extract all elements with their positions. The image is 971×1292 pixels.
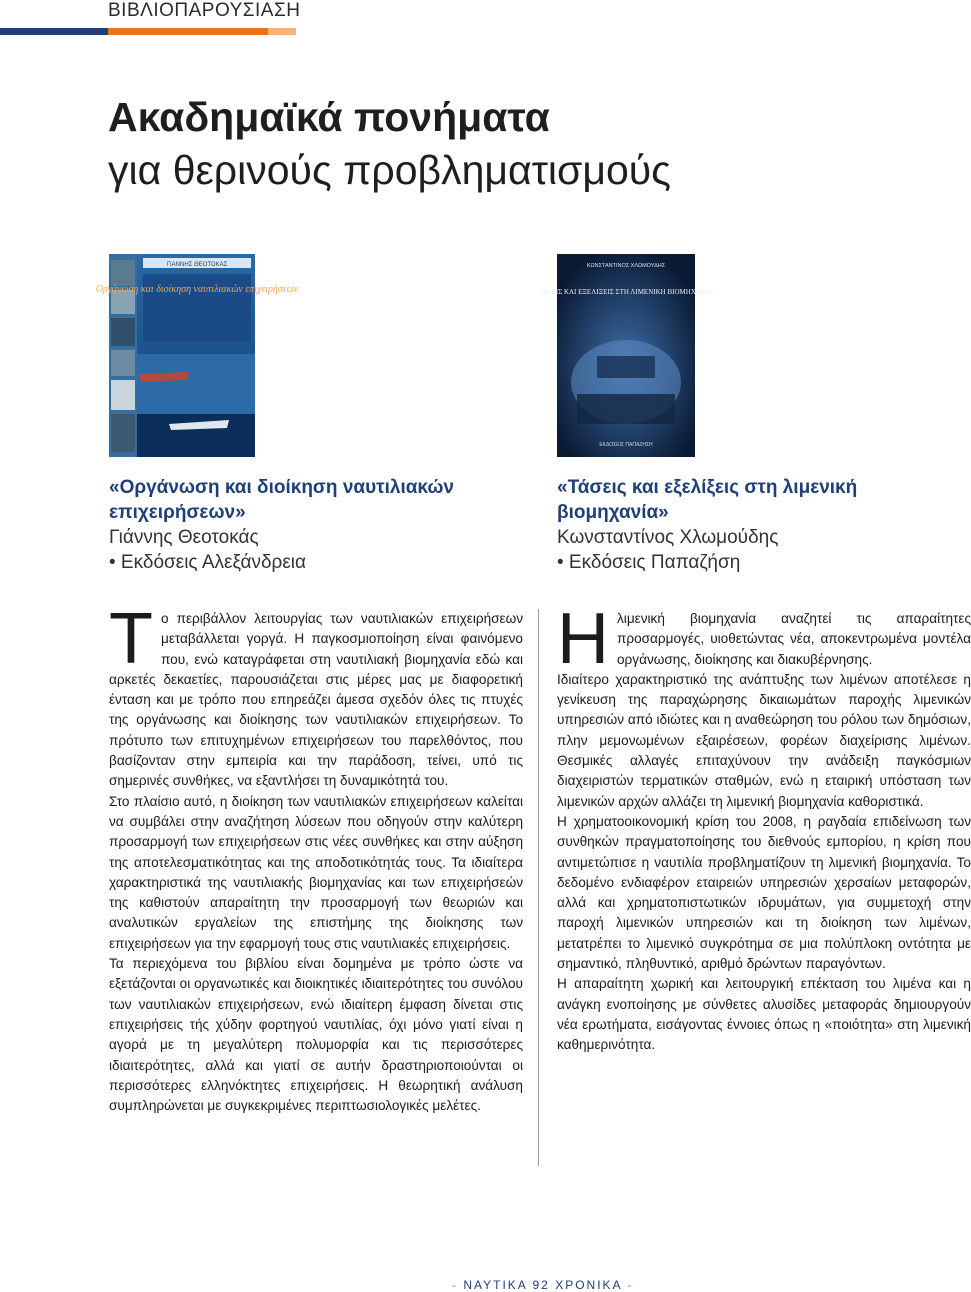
header-bar-navy xyxy=(0,28,108,35)
footer-dash-left: - xyxy=(452,1278,458,1292)
cover2-publisher: ΕΚΔΟΣΕΙΣ ΠΑΠΑΖΗΣΗ xyxy=(599,442,653,448)
book-1-publisher: • Εκδόσεις Αλεξάνδρεια xyxy=(109,552,307,573)
header-bar-peach xyxy=(268,28,296,35)
book-cover-1-art xyxy=(95,254,299,457)
cover1-title: Οργάνωση και διοίκηση ναυτιλιακών επιχειρήσεων xyxy=(95,284,299,295)
page-footer xyxy=(452,1278,633,1292)
footer-magazine-left: ΝΑΥΤΙΚΑ xyxy=(463,1278,528,1292)
cover1-author: ΓΙΑΝΝΗΣ ΘΕΟΤΟΚΑΣ xyxy=(166,262,228,268)
article-2-dropcap: Η xyxy=(557,599,609,679)
article-1-p1-text: ο περιβάλλον λειτουργίας των ναυτιλιακών επιχειρήσεων μεταβάλλεται γοργά. Η παγκοσμιοποίηση είναι φαινόμενο που, ενώ καταγράφεται στη ναυτιλιακή βιομηχανία εδώ και αρκετές δεκαετίες, παρουσιάζεται στις μέρες μας με διαφορετική ένταση και με τρόπο που επηρεάζει άμεσα σχεδόν όλες τις πτυχές της οργάνωσης και διοίκησης των ναυτιλιακών επιχειρήσεων. Το πρότυπο των επιτυχημένων επιχειρήσεων του παρελθόντος, που βασίζονταν στην εμπειρία και την παράδοση, τείνει, υπό τις σημερινές συνθήκες, να εξαντλήσει τη δυναμικότητά του. xyxy=(109,611,523,789)
article-2-column xyxy=(557,599,971,1056)
article-2-paragraph-1 xyxy=(557,599,971,679)
page-number: 92 xyxy=(532,1278,550,1292)
column-divider xyxy=(538,609,539,1166)
article-2-p1-text: λιμενική βιομηχανία αναζητεί τις απαραίτητες προσαρμογές, υιοθετώντας νέα, αποκεντρωμένα μοντέλα οργάνωσης, διοίκησης και διακυβέρνησης. xyxy=(617,611,971,667)
footer-magazine-right: ΧΡΟΝΙΚΑ xyxy=(555,1278,622,1292)
article-2-paragraph-3: Η χρηματοοικονομική κρίση του 2008, η ραγδαία επιδείνωση των συνθηκών πραγματοποίησης του διεθνούς εμπορίου, η κρίση που αντιμετώπισε η ναυτιλία προβληματίζουν τη λιμενική βιομηχανία. Το δεδομένο ενδιαφέρον εταιρειών υπηρεσιών χερσαίων μεταφορών, αλλά και χρηματοπιστωτικών ιδρυμάτων, για συμμετοχή στην παροχή λιμενικών υπηρεσιών και τη διοίκηση των λιμένων, μετατρέπει το λιμενικό συγκρότημα σε μια πολύπλοκη οντότητα με σημαντικό, πληθυντικό, αριθμό δρώντων παραγόντων. xyxy=(557,813,971,972)
book-info-2 xyxy=(557,475,917,575)
article-1-paragraph-2: Στο πλαίσιο αυτό, η διοίκηση των ναυτιλιακών επιχειρήσεων καλείται να συμβάλει στην αναζήτηση λύσεων που οδηγούν στην καλύτερη προσαρμογή των επιχειρήσεων στις νέες συνθήκες και στην αύξηση της αποτελεσματικότητας και της αποδοτικότητάς τους. Τα ιδιαίτερα χαρακτηριστικά της ναυτιλιακής βιομηχανίας και των επιχειρήσεών της καθιστούν απαραίτητη την προσαρμογή των θεωριών και αναλυτικών εργαλείων της επιστήμης της διοίκησης των επιχειρήσεων για την εφαρμογή τους στις ναυτιλιακές επιχειρήσεις. xyxy=(109,793,523,951)
book-cover-2-art xyxy=(538,254,714,457)
footer-dash-right: - xyxy=(627,1278,634,1292)
book-2-title: «Τάσεις και εξελίξεις στη λιμενική βιομηχανία» xyxy=(557,477,858,523)
article-2-paragraph-2: Ιδιαίτερο χαρακτηριστικό της ανάπτυξης των λιμένων αποτέλεσε η γενίκευση της παραχώρησης δικαιωμάτων παροχής λιμενικών υπηρεσιών από ιδιώτες και η αναθεώρηση του ρόλου των δημόσιων, πλην μεμονωμένων εξαιρέσεων, φορέων διαχείρισης λιμένων. Θεσμικές αλλαγές επιταχύνουν την ανάδειξη παγκόσμιων διαχειριστών τερματικών σταθμών, ενώ η εταιρική υπόσταση των λιμενικών αρχών αλλάζει τη λιμενική βιομηχανία καθοριστικά. xyxy=(557,671,971,809)
article-1-paragraph-1 xyxy=(109,599,523,792)
article-1-paragraph-3: Τα περιεχόμενα του βιβλίου είναι δομημένα με τρόπο ώστε να εξετάζονται οι οργανωτικές και διοικητικές ιδιαιτερότητες του συνόλου των ναυτιλιακών επιχειρήσεων, ενώ ιδιαίτερη έμφαση δίνεται στις επιχειρήσεις τής χύδην φορτηγού ναυτιλίας, όχι μόνο γιατί είναι η αγορά με τη μεγαλύτερη πολυμορφία και τις περισσότερες ιδιαιτερότητες, αλλά και γιατί σε αυτήν δραστηριοποιούνται οι περισσότερες ελληνόκτητες επιχειρήσεις. Η θεωρητική ανάλυση συμπληρώνεται με συγκεκριμένες περιπτωσιολογικές μελέτες. xyxy=(109,956,523,1114)
section-label: ΒΙΒΛΙΟΠΑΡΟΥΣΙΑΣΗ xyxy=(108,0,301,21)
book-1-title: «Οργάνωση και διοίκηση ναυτιλιακών επιχειρήσεων» xyxy=(109,477,454,523)
book-cover-2 xyxy=(538,254,714,457)
page-title: Ακαδημαϊκά πονήματα xyxy=(108,94,550,140)
header-bar-orange xyxy=(108,28,268,35)
cover2-author: ΚΩΝΣΤΑΝΤΙΝΟΣ ΧΛΩΜΟΥΔΗΣ xyxy=(586,263,666,269)
book-1-author: Γιάννης Θεοτοκάς xyxy=(109,527,259,548)
cover2-title: ΤΑΣΕΙΣ ΚΑΙ ΕΞΕΛΙΞΕΙΣ ΣΤΗ ΛΙΜΕΝΙΚΗ ΒΙΟΜΗΧΑΝΙΑ xyxy=(538,288,714,296)
book-cover-1 xyxy=(95,254,299,457)
book-2-publisher: • Εκδόσεις Παπαζήση xyxy=(557,552,741,573)
article-1-dropcap: Τ xyxy=(109,599,153,679)
page-subtitle: για θερινούς προβληματισμούς xyxy=(108,147,671,193)
article-1-column xyxy=(109,599,523,1116)
book-info-1 xyxy=(109,475,469,575)
article-2-paragraph-4: Η απαραίτητη χωρική και λειτουργική επέκταση του λιμένα και η ανάγκη ενοποίησης με σύνθετες αλυσίδες μεταφοράς δημιουργούν νέα ερωτήματα, εισάγοντας έννοιες όπως η «ποιότητα» στη λιμενική καθημερινότητα. xyxy=(557,976,971,1053)
book-2-author: Κωνσταντίνος Χλωμούδης xyxy=(557,527,779,548)
